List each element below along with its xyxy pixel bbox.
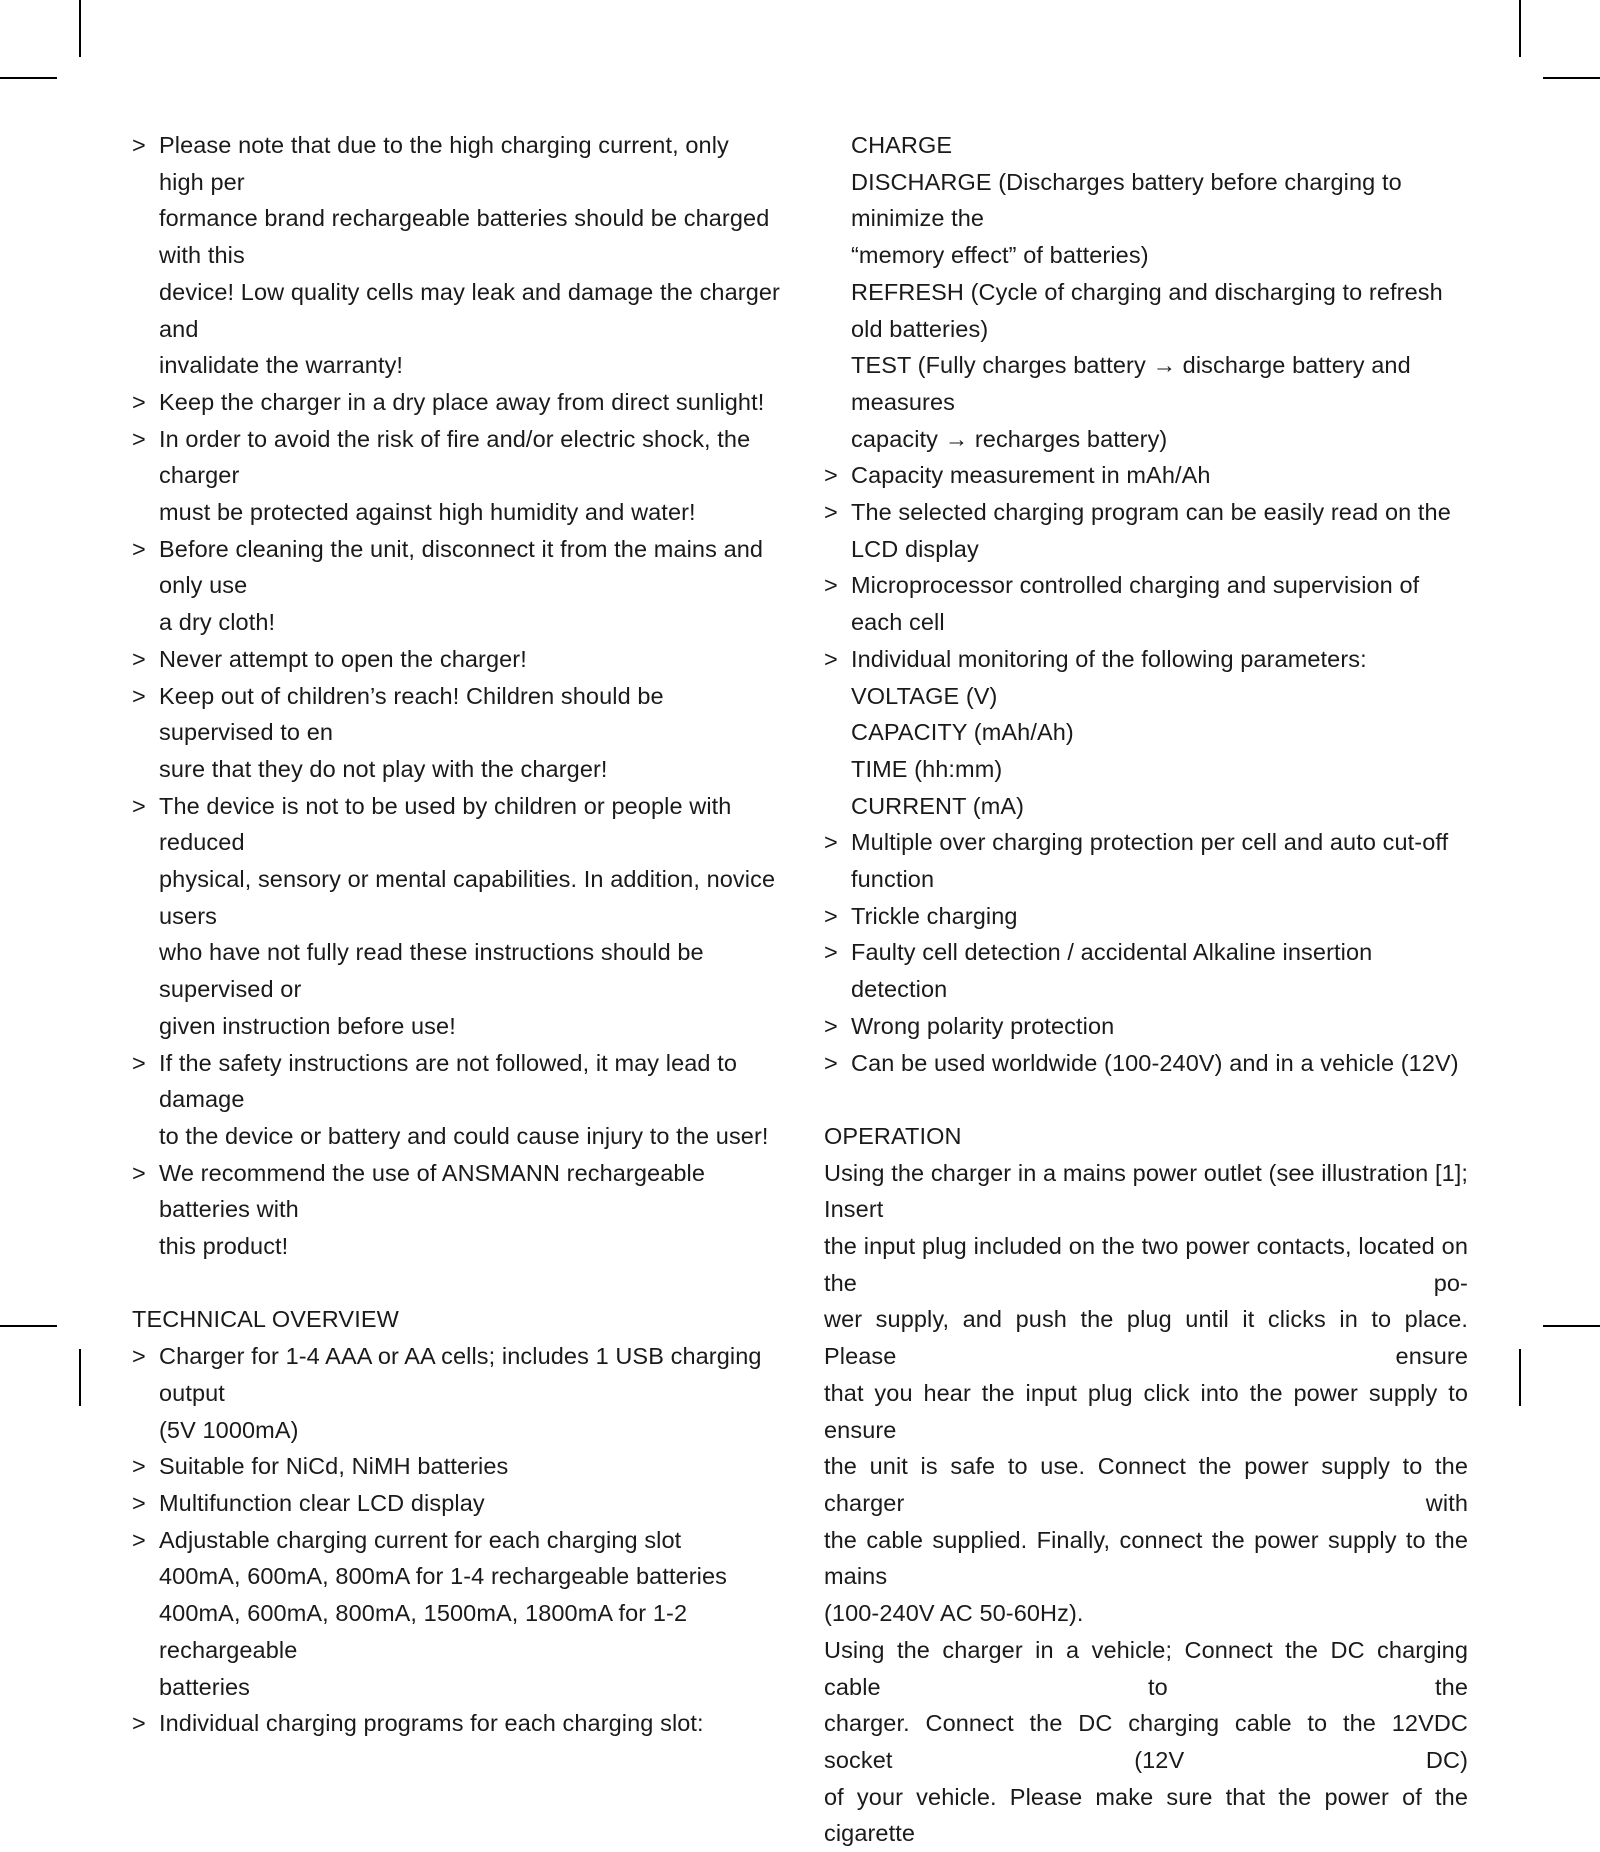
- parameter-item-line: TIME (hh:mm): [851, 755, 1003, 782]
- charging-program-item: [824, 347, 1468, 457]
- parameter-item-line: CURRENT (mA): [851, 792, 1025, 819]
- safety-list-item-line: > Never attempt to open the charger!: [159, 645, 527, 672]
- operation-line: the unit is safe to use. Connect the power supply to the charger with: [824, 1453, 1468, 1516]
- technical-list-item-line: > Charger for 1-4 AAA or AA cells; includes 1 USB charging output: [159, 1343, 762, 1406]
- protection-list-item: [824, 934, 1468, 1007]
- safety-list-item-line: must be protected against high humidity and water!: [159, 499, 696, 526]
- feature-list-item: [824, 641, 1468, 678]
- operation-line: Using the charger in a mains power outlet (see illustration [1]; Insert: [824, 1159, 1468, 1223]
- right-column: [824, 127, 1468, 1852]
- charging-program-item-line: TEST (Fully charges battery → discharge battery and measures: [851, 352, 1411, 415]
- protection-list-item-line: > Trickle charging: [851, 902, 1018, 929]
- technical-list-item: [132, 1448, 780, 1485]
- charging-program-item-line: “memory effect” of batteries): [851, 242, 1149, 269]
- crop-mark: [1519, 1349, 1521, 1406]
- charging-program-list: [824, 127, 1468, 457]
- crop-mark: [1543, 1325, 1600, 1327]
- feature-list-item: [824, 457, 1468, 494]
- operation-line: wer supply, and push the plug until it clicks in to place. Please ensure: [824, 1306, 1468, 1370]
- technical-overview-list: [132, 1338, 780, 1742]
- operation-line: of your vehicle. Please make sure that the power of the cigarette: [824, 1783, 1468, 1847]
- safety-list-item-line: > If the safety instructions are not followed, it may lead to damage: [159, 1049, 738, 1113]
- operation-line: that you hear the input plug click into the power supply to ensure: [824, 1379, 1468, 1443]
- parameter-item: [824, 751, 1468, 788]
- safety-instructions-list: [132, 127, 780, 1265]
- crop-mark: [79, 0, 81, 57]
- safety-list-item-line: device! Low quality cells may leak and damage the charger and: [159, 278, 780, 342]
- technical-list-item: [132, 1558, 780, 1595]
- technical-list-item-line: batteries: [159, 1673, 251, 1700]
- charging-program-item-line: DISCHARGE (Discharges battery before charging to minimize the: [851, 168, 1402, 232]
- technical-list-item-line: > Adjustable charging current for each charging slot: [159, 1526, 682, 1553]
- technical-list-item-line: 400mA, 600mA, 800mA, 1500mA, 1800mA for 1-2 rechargeable: [159, 1600, 688, 1663]
- technical-list-item: [132, 1522, 780, 1559]
- protection-list-item-line: > Wrong polarity protection: [851, 1012, 1115, 1039]
- parameter-item: [824, 678, 1468, 715]
- technical-overview-heading: TECHNICAL OVERVIEW: [132, 1306, 399, 1333]
- crop-mark: [0, 1325, 57, 1327]
- safety-list-item-line: > We recommend the use of ANSMANN rechargeable batteries with: [159, 1159, 706, 1223]
- protection-list-item: [824, 1045, 1468, 1082]
- feature-list-item-line: > Capacity measurement in mAh/Ah: [851, 462, 1211, 489]
- safety-list-item-line: a dry cloth!: [159, 609, 276, 636]
- parameter-item-line: VOLTAGE (V): [851, 682, 998, 709]
- monitored-parameter-list: [824, 678, 1468, 825]
- operation-heading: OPERATION: [824, 1122, 962, 1149]
- feature-list-item-line: > Microprocessor controlled charging and supervision of each cell: [851, 572, 1420, 636]
- charging-program-item: [824, 274, 1468, 347]
- protection-list-item: [824, 824, 1468, 897]
- safety-list-item-line: > The device is not to be used by children or people with reduced: [159, 792, 732, 856]
- safety-list-item-line: > Keep out of children’s reach! Children should be supervised to en: [159, 682, 664, 746]
- operation-text: [824, 1155, 1468, 1852]
- safety-list-item: [132, 384, 780, 421]
- technical-list-item-line: (5V 1000mA): [159, 1416, 299, 1443]
- technical-list-item-line: 400mA, 600mA, 800mA for 1-4 rechargeable batteries: [159, 1563, 728, 1590]
- safety-list-item: [132, 678, 780, 788]
- charging-program-item: [824, 127, 1468, 164]
- parameter-item: [824, 788, 1468, 825]
- safety-list-item-line: > Before cleaning the unit, disconnect it from the mains and only use: [159, 535, 764, 599]
- operation-line: the input plug included on the two power contacts, located on the po-: [824, 1233, 1468, 1296]
- crop-mark: [1519, 0, 1521, 57]
- safety-list-item-line: to the device or battery and could cause injury to the user!: [159, 1122, 769, 1149]
- operation-paragraph: [824, 1632, 1468, 1852]
- operation-line: the cable supplied. Finally, connect the power supply to the mains: [824, 1526, 1468, 1590]
- safety-list-item: [132, 641, 780, 678]
- technical-list-item: [132, 1338, 780, 1448]
- safety-list-item-line: who have not fully read these instructions should be supervised or: [159, 939, 704, 1003]
- feature-list-item-line: > The selected charging program can be easily read on the LCD display: [851, 499, 1451, 562]
- safety-list-item: [132, 1155, 780, 1265]
- operation-line: Using the charger in a vehicle; Connect the DC charging cable to the: [824, 1636, 1468, 1700]
- protection-list-item: [824, 1008, 1468, 1045]
- safety-list-item-line: this product!: [159, 1233, 289, 1260]
- technical-list-item-line: > Individual charging programs for each charging slot:: [159, 1710, 704, 1737]
- parameter-item-line: CAPACITY (mAh/Ah): [851, 719, 1074, 746]
- safety-list-item-line: > Keep the charger in a dry place away from direct sunlight!: [159, 388, 765, 415]
- safety-list-item: [132, 531, 780, 641]
- safety-list-item: [132, 127, 780, 384]
- safety-list-item-line: given instruction before use!: [159, 1012, 456, 1039]
- technical-list-item: [132, 1485, 780, 1522]
- safety-list-item-line: sure that they do not play with the charger!: [159, 755, 608, 782]
- feature-list-item-line: > Individual monitoring of the following parameters:: [851, 645, 1367, 672]
- safety-list-item-line: > Please note that due to the high charging current, only high per: [159, 132, 729, 195]
- protection-list-item-line: > Can be used worldwide (100-240V) and in a vehicle (12V): [851, 1049, 1459, 1076]
- feature-list: [824, 457, 1468, 677]
- charging-program-item-line: CHARGE: [851, 132, 953, 158]
- feature-list-item: [824, 494, 1468, 567]
- crop-mark: [1543, 77, 1600, 79]
- protection-list-item-line: > Faulty cell detection / accidental Alkaline insertion detection: [851, 939, 1373, 1003]
- safety-list-item-line: physical, sensory or mental capabilities. In addition, novice users: [159, 866, 776, 929]
- operation-line: charger. Connect the DC charging cable to the 12VDC socket (12V DC): [824, 1710, 1468, 1773]
- technical-list-item: [132, 1595, 780, 1705]
- safety-list-item: [132, 421, 780, 531]
- charging-program-item: [824, 164, 1468, 274]
- safety-list-item-line: invalidate the warranty!: [159, 352, 404, 379]
- protection-list-item: [824, 898, 1468, 935]
- protection-feature-list: [824, 824, 1468, 1081]
- safety-list-item-line: formance brand rechargeable batteries should be charged with this: [159, 205, 770, 269]
- safety-list-item: [132, 788, 780, 1045]
- protection-list-item-line: > Multiple over charging protection per cell and auto cut-off function: [851, 829, 1449, 893]
- technical-list-item: [132, 1705, 780, 1742]
- safety-list-item: [132, 1045, 780, 1155]
- technical-list-item-line: > Multifunction clear LCD display: [159, 1490, 485, 1516]
- left-column: [132, 127, 780, 1742]
- charging-program-item-line: capacity → recharges battery): [851, 425, 1168, 452]
- feature-list-item: [824, 567, 1468, 640]
- operation-line: (100-240V AC 50-60Hz).: [824, 1600, 1084, 1627]
- charging-program-item-line: REFRESH (Cycle of charging and discharging to refresh old batteries): [851, 278, 1443, 342]
- operation-paragraph: [824, 1155, 1468, 1632]
- crop-mark: [0, 77, 57, 79]
- parameter-item: [824, 714, 1468, 751]
- safety-list-item-line: > In order to avoid the risk of fire and/or electric shock, the charger: [159, 425, 751, 489]
- crop-mark: [79, 1349, 81, 1406]
- technical-list-item-line: > Suitable for NiCd, NiMH batteries: [159, 1453, 509, 1480]
